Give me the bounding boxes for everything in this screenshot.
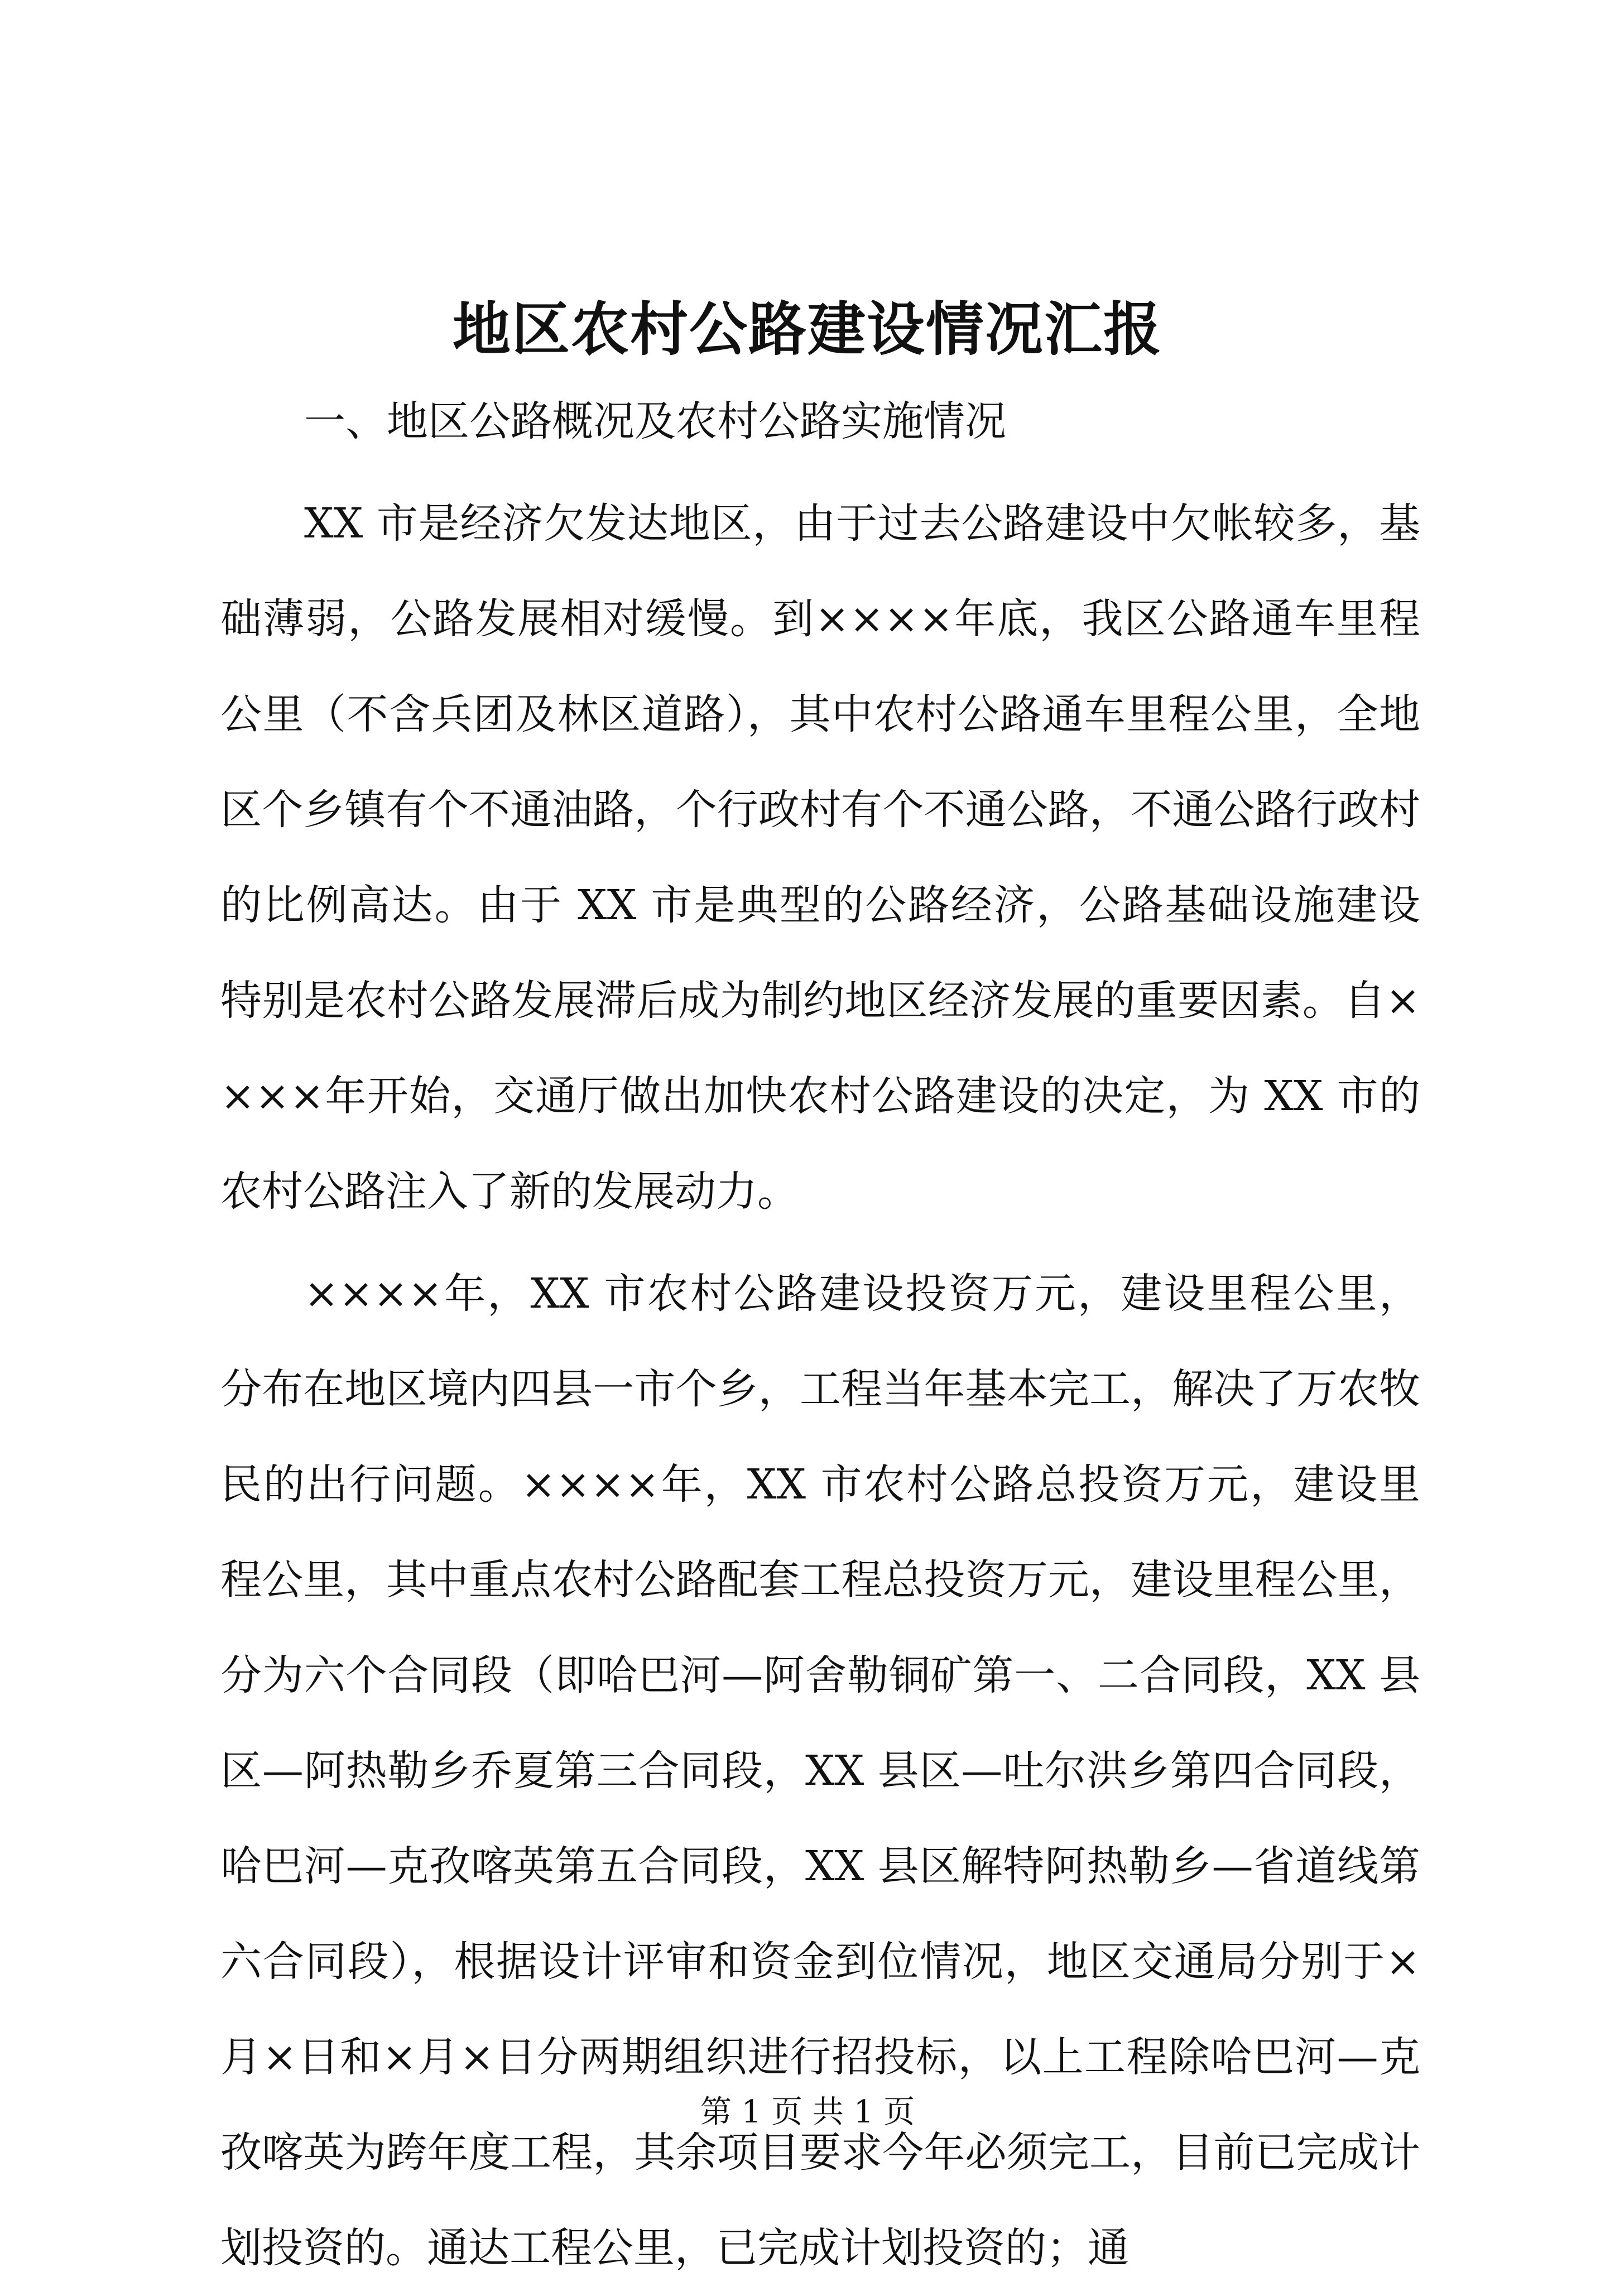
document-body: [220, 374, 1420, 2296]
page-footer: 第 1 页 共 1 页: [700, 2094, 915, 2130]
document-title: 地区农村公路建设情况汇报: [452, 295, 1162, 363]
paragraph-1: XX 市是经济欠发达地区，由于过去公路建设中欠帐较多，基础薄弱，公路发展相对缓慢。到××××年底，我区公路通车里程公里（不含兵团及林区道路），其中农村公路通车里程公里，全地区个乡镇有个不通油路，个行政村有个不通公路，不通公路行政村的比例高达。由于 XX 市是典型的公路经济，公路基础设施建设特别是农村公路发展滞后成为制约地区经济发展的重要因素。自××××年开始，交通厅做出加快农村公路建设的决定，为 XX 市的农村公路注入了新的发展动力。: [220, 499, 1420, 1216]
paragraph-2: ××××年，XX 市农村公路建设投资万元，建设里程公里，分布在地区境内四县一市个乡，工程当年基本完工，解决了万农牧民的出行问题。××××年，XX 市农村公路总投资万元，建设里程公里，其中重点农村公路配套工程总投资万元，建设里程公里，分为六个合同段（即哈巴河—阿舍勒铜矿第一、二合同段，XX 县区—阿热勒乡乔夏第三合同段，XX 县区—吐尔洪乡第四合同段，哈巴河—克孜喀英第五合同段，XX 县区解特阿热勒乡—省道线第六合同段），根据设计评审和资金到位情况，地区交通局分别于×月×日和×月×日分两期组织进行招投标，以上工程除哈巴河—克孜喀英为跨年度工程，其余项目要求今年必须完工，目前已完成计划投资的。通达工程公里，已完成计划投资的；通: [220, 1270, 1420, 2272]
section-heading: 一、地区公路概况及农村公路实施情况: [304, 397, 1006, 445]
